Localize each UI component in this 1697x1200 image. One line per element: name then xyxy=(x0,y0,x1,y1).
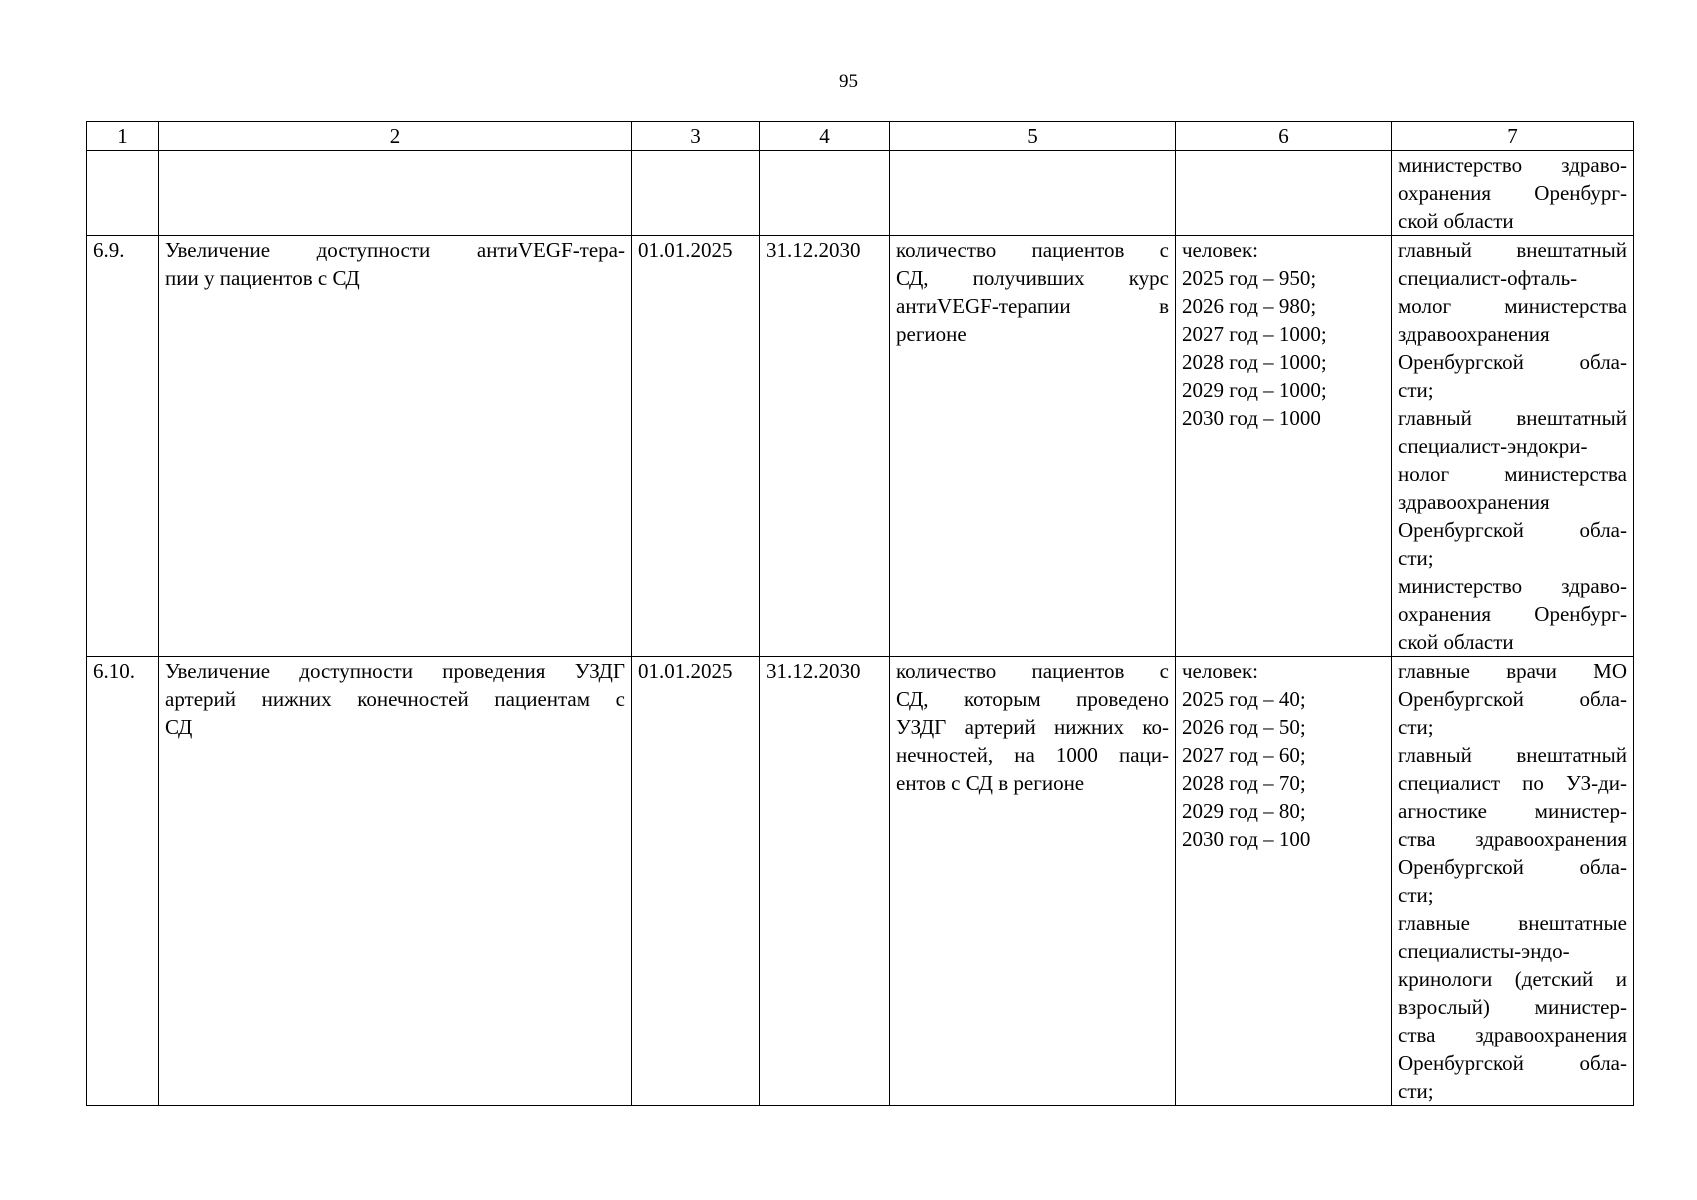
page-number: 95 xyxy=(839,71,858,92)
activity-line: СД xyxy=(165,715,193,739)
end-date-cell: 31.12.2030 xyxy=(760,657,890,1106)
target-value-line: человек: xyxy=(1182,659,1259,683)
responsible-line: сти; xyxy=(1398,715,1434,739)
responsible-line: министерство здраво- xyxy=(1398,153,1627,177)
target-value-line: 2028 год – 1000; xyxy=(1182,350,1327,374)
responsible-line: сти; xyxy=(1398,378,1434,402)
activity-line: Увеличение доступности проведения УЗДГ xyxy=(165,659,625,683)
responsible-line: ства здравоохранения xyxy=(1398,827,1627,851)
responsible-line: нолог министерства xyxy=(1398,462,1627,486)
responsible-line: здравоохранения xyxy=(1398,322,1550,346)
responsible-line: сти; xyxy=(1398,546,1434,570)
target-value-line: 2030 год – 1000 xyxy=(1182,406,1321,430)
responsible-line: главные внештатные xyxy=(1398,911,1627,935)
start-date-cell: 01.01.2025 xyxy=(632,236,760,657)
header-col-6: 6 xyxy=(1176,122,1392,151)
responsible-line: сти; xyxy=(1398,1079,1434,1103)
row-number-cell xyxy=(87,151,159,236)
responsible-line: охранения Оренбург- xyxy=(1398,181,1627,205)
target-value-line: человек: xyxy=(1182,238,1259,262)
responsible-line: охранения Оренбург- xyxy=(1398,602,1627,626)
table-row xyxy=(87,151,1634,236)
table-row xyxy=(87,657,1634,1106)
indicator-line: нечностей, на 1000 паци- xyxy=(896,743,1169,767)
responsible-line: ства здравоохранения xyxy=(1398,1023,1627,1047)
responsible-line: министерство здраво- xyxy=(1398,574,1627,598)
responsible-line: Оренбургской обла- xyxy=(1398,350,1627,374)
responsible-line: агностике министер- xyxy=(1398,799,1627,823)
activity-line: Увеличение доступности антиVEGF-тера- xyxy=(165,238,625,262)
table-row xyxy=(87,236,1634,657)
responsible-line: Оренбургской обла- xyxy=(1398,687,1627,711)
responsible-line: взрослый) министер- xyxy=(1398,995,1627,1019)
end-date-cell xyxy=(760,151,890,236)
responsible-line: кринологи (детский и xyxy=(1398,967,1627,991)
indicator-cell xyxy=(890,236,1176,657)
responsible-line: здравоохранения xyxy=(1398,490,1550,514)
activity-cell xyxy=(159,236,632,657)
target-value-line: 2027 год – 60; xyxy=(1182,743,1306,767)
indicator-line: антиVEGF-терапии в xyxy=(896,294,1169,318)
indicator-line: УЗДГ артерий нижних ко- xyxy=(896,715,1169,739)
target-value-line: 2026 год – 50; xyxy=(1182,715,1306,739)
header-col-5: 5 xyxy=(890,122,1176,151)
target-value-line: 2027 год – 1000; xyxy=(1182,322,1327,346)
activity-cell xyxy=(159,151,632,236)
target-value-line: 2026 год – 980; xyxy=(1182,294,1317,318)
responsible-cell xyxy=(1392,657,1634,1106)
indicator-cell xyxy=(890,151,1176,236)
header-col-4: 4 xyxy=(760,122,890,151)
row-number-cell: 6.9. xyxy=(87,236,159,657)
responsible-line: ской области xyxy=(1398,209,1514,233)
indicator-line: СД, которым проведено xyxy=(896,687,1169,711)
activity-line: артерий нижних конечностей пациентам с xyxy=(165,687,625,711)
target-values-cell xyxy=(1176,151,1392,236)
responsible-line: молог министерства xyxy=(1398,294,1627,318)
target-value-line: 2025 год – 950; xyxy=(1182,266,1317,290)
responsible-line: главный внештатный xyxy=(1398,406,1627,430)
target-value-line: 2028 год – 70; xyxy=(1182,771,1306,795)
responsible-line: специалист-эндокри- xyxy=(1398,434,1588,458)
header-row xyxy=(87,122,1634,151)
responsible-line: главный внештатный xyxy=(1398,238,1627,262)
indicator-line: регионе xyxy=(896,322,967,346)
responsible-cell xyxy=(1392,151,1634,236)
target-value-line: 2025 год – 40; xyxy=(1182,687,1306,711)
responsible-line: сти; xyxy=(1398,883,1434,907)
responsible-line: Оренбургской обла- xyxy=(1398,518,1627,542)
responsible-line: ской области xyxy=(1398,630,1514,654)
start-date-cell: 01.01.2025 xyxy=(632,657,760,1106)
indicator-line: СД, получивших курс xyxy=(896,266,1169,290)
activity-cell xyxy=(159,657,632,1106)
target-values-cell xyxy=(1176,236,1392,657)
indicator-cell xyxy=(890,657,1176,1106)
responsible-line: специалист-офталь- xyxy=(1398,266,1578,290)
header-col-7: 7 xyxy=(1392,122,1634,151)
responsible-line: Оренбургской обла- xyxy=(1398,1051,1627,1075)
indicator-line: количество пациентов с xyxy=(896,238,1169,262)
responsible-line: Оренбургской обла- xyxy=(1398,855,1627,879)
responsible-line: специалист по УЗ-ди- xyxy=(1398,771,1627,795)
target-values-cell xyxy=(1176,657,1392,1106)
responsible-line: главные врачи МО xyxy=(1398,659,1627,683)
start-date-cell xyxy=(632,151,760,236)
responsible-line: главный внештатный xyxy=(1398,743,1627,767)
target-value-line: 2030 год – 100 xyxy=(1182,827,1311,851)
target-value-line: 2029 год – 1000; xyxy=(1182,378,1327,402)
activity-line: пии у пациентов с СД xyxy=(165,266,360,290)
plan-table xyxy=(86,121,1634,1106)
row-number-cell: 6.10. xyxy=(87,657,159,1106)
end-date-cell: 31.12.2030 xyxy=(760,236,890,657)
target-value-line: 2029 год – 80; xyxy=(1182,799,1306,823)
responsible-line: специалисты-эндо- xyxy=(1398,939,1570,963)
indicator-line: ентов с СД в регионе xyxy=(896,771,1085,795)
responsible-cell xyxy=(1392,236,1634,657)
indicator-line: количество пациентов с xyxy=(896,659,1169,683)
header-col-1: 1 xyxy=(87,122,159,151)
header-col-3: 3 xyxy=(632,122,760,151)
header-col-2: 2 xyxy=(159,122,632,151)
